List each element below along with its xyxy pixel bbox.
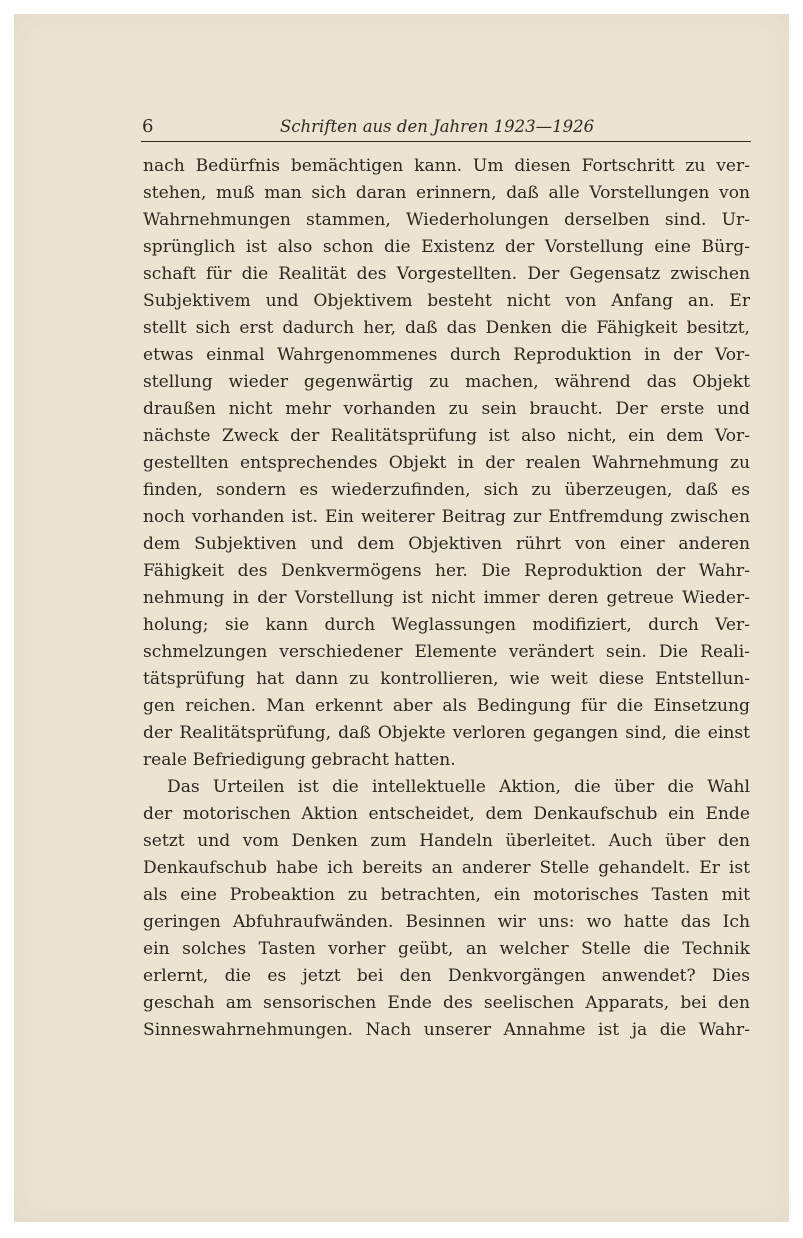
text-line: ein solches Tasten vorher geübt, an welcher Stelle die Technik bbox=[143, 939, 750, 959]
page-number: 6 bbox=[142, 116, 154, 137]
text-line: der Realitätsprüfung, daß Objekte verloren gegangen sind, die einst bbox=[143, 723, 750, 743]
text-line: Subjektivem und Objektivem besteht nicht von Anfang an. Er bbox=[143, 291, 750, 311]
text-line: holung; sie kann durch Weglassungen modifiziert, durch Ver- bbox=[143, 615, 750, 635]
text-line: sprünglich ist also schon die Existenz der Vorstellung eine Bürg- bbox=[143, 237, 750, 257]
body-text bbox=[143, 153, 750, 1044]
text-line: reale Befriedigung gebracht hatten. bbox=[143, 750, 456, 770]
text-line: etwas einmal Wahrgenommenes durch Reproduktion in der Vor- bbox=[143, 345, 750, 365]
text-line: gestellten entsprechendes Objekt in der realen Wahrnehmung zu bbox=[143, 453, 750, 473]
text-line: dem Subjektiven und dem Objektiven rührt von einer anderen bbox=[143, 534, 750, 554]
text-line: Das Urteilen ist die intellektuelle Aktion, die über die Wahl bbox=[167, 777, 750, 797]
header-rule bbox=[141, 141, 751, 142]
text-line: setzt und vom Denken zum Handeln überleitet. Auch über den bbox=[143, 831, 750, 851]
page-header bbox=[130, 116, 750, 140]
text-line: tätsprüfung hat dann zu kontrollieren, wie weit diese Entstellun- bbox=[143, 669, 750, 689]
text-line: Wahrnehmungen stammen, Wiederholungen derselben sind. Ur- bbox=[143, 210, 750, 230]
text-line: schaft für die Realität des Vorgestellten. Der Gegensatz zwischen bbox=[143, 264, 750, 284]
text-line: Fähigkeit des Denkvermögens her. Die Reproduktion der Wahr- bbox=[143, 561, 750, 581]
text-line: nach Bedürfnis bemächtigen kann. Um diesen Fortschritt zu ver- bbox=[143, 156, 750, 176]
text-line: Sinneswahrnehmungen. Nach unserer Annahme ist ja die Wahr- bbox=[143, 1020, 750, 1040]
text-line: geschah am sensorischen Ende des seelischen Apparats, bei den bbox=[143, 993, 750, 1013]
text-line: erlernt, die es jetzt bei den Denkvorgängen anwendet? Dies bbox=[143, 966, 750, 986]
text-line: Denkaufschub habe ich bereits an anderer Stelle gehandelt. Er ist bbox=[143, 858, 750, 878]
text-line: als eine Probeaktion zu betrachten, ein motorisches Tasten mit bbox=[143, 885, 750, 905]
text-line: nehmung in der Vorstellung ist nicht immer deren getreue Wieder- bbox=[143, 588, 750, 608]
text-line: draußen nicht mehr vorhanden zu sein braucht. Der erste und bbox=[143, 399, 750, 419]
text-line: nächste Zweck der Realitätsprüfung ist also nicht, ein dem Vor- bbox=[143, 426, 750, 446]
text-line: finden, sondern es wiederzufinden, sich zu überzeugen, daß es bbox=[143, 480, 750, 500]
text-line: stellt sich erst dadurch her, daß das Denken die Fähigkeit besitzt, bbox=[143, 318, 750, 338]
text-line: schmelzungen verschiedener Elemente verändert sein. Die Reali- bbox=[143, 642, 750, 662]
text-line: stehen, muß man sich daran erinnern, daß alle Vorstellungen von bbox=[143, 183, 750, 203]
text-line: geringen Abfuhraufwänden. Besinnen wir uns: wo hatte das Ich bbox=[143, 912, 750, 932]
running-title: Schriften aus den Jahren 1923—1926 bbox=[280, 117, 595, 136]
text-line: gen reichen. Man erkennt aber als Bedingung für die Einsetzung bbox=[143, 696, 750, 716]
text-line: noch vorhanden ist. Ein weiterer Beitrag zur Entfremdung zwischen bbox=[143, 507, 750, 527]
text-line: stellung wieder gegenwärtig zu machen, während das Objekt bbox=[143, 372, 750, 392]
text-line: der motorischen Aktion entscheidet, dem Denkaufschub ein Ende bbox=[143, 804, 750, 824]
